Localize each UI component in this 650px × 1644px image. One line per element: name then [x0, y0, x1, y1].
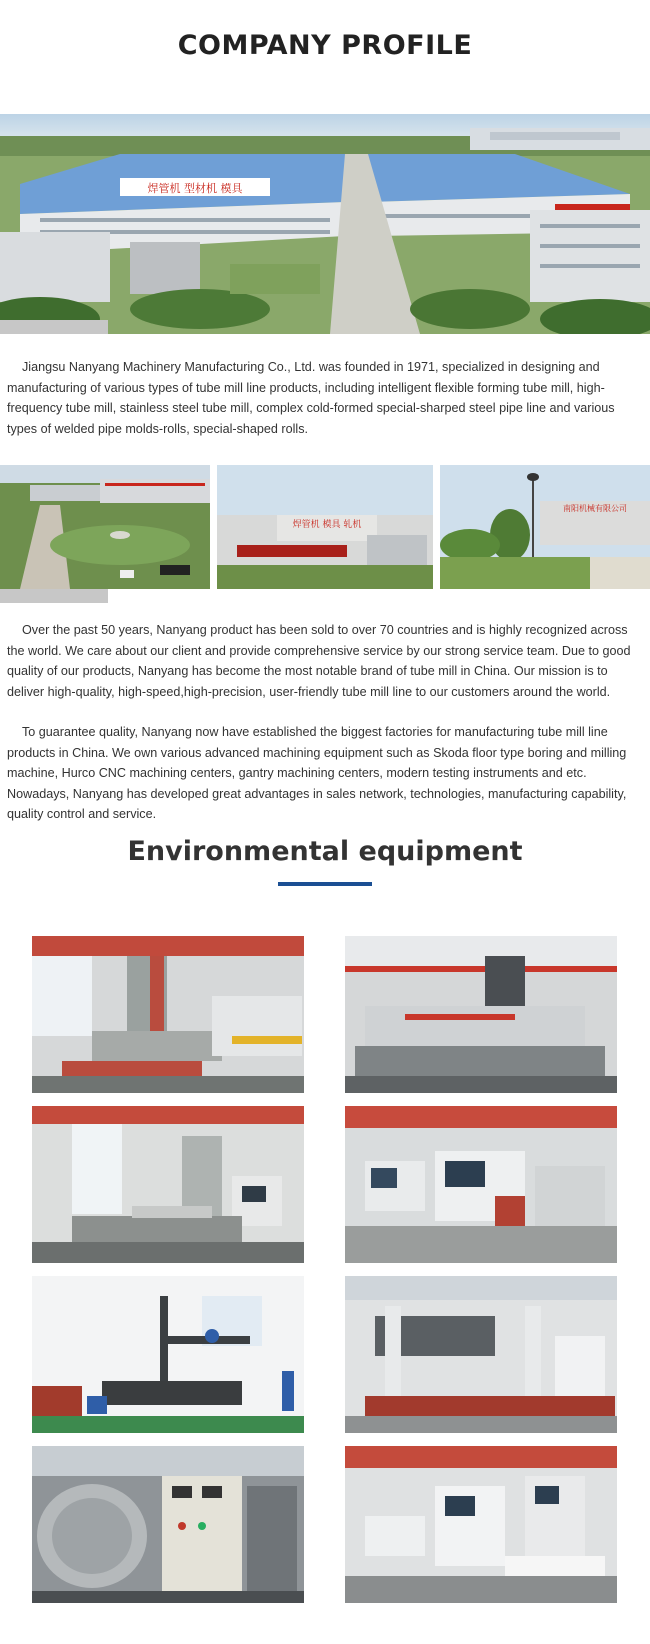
gantry-machining-center-photo — [345, 936, 617, 1093]
vacuum-furnace-photo — [32, 1446, 304, 1603]
section-divider-bar — [0, 589, 108, 603]
history-paragraph: Over the past 50 years, Nanyang product has been sold to over 70 countries and is highly recognized across the world. We care about our client and provide comprehensive service by our strong service team. Due to good quality of our products, Nanyang has become the most notable brand of tube mill in China. Our mission is to deliver high-quality, high-speed,high-precision, user-friendly tube mill line to our customers around the world. — [7, 623, 631, 699]
street-view-photo — [440, 465, 650, 589]
street-sign-text: 南阳机械有限公司 — [563, 504, 627, 513]
section-heading: Environmental equipment — [127, 836, 523, 867]
factory-sign-text: 焊管机 型材机 模具 — [147, 182, 243, 195]
office-sign-text: 焊管机 模具 轧机 — [292, 520, 362, 530]
factory-aerial-photo — [0, 114, 650, 334]
wire-edm-machines-photo — [345, 1446, 617, 1603]
large-gantry-mill-photo — [345, 1276, 617, 1433]
cnc-lathe-row-photo — [345, 1106, 617, 1263]
coordinate-measuring-machine-photo — [32, 1276, 304, 1433]
quality-paragraph: To guarantee quality, Nanyang now have established the biggest factories for manufacturing tube mill line products in China. We own various advanced machining equipment such as Skoda floor type boring and milling machine, Hurco CNC machining centers, gantry machining centers, modern testing instruments and etc. Nowadays, Nanyang has developed great advantages in sales network, technologies, manufacturing capability, quality control and service. — [7, 725, 627, 821]
boring-mill-workshop-photo — [32, 1106, 304, 1263]
intro-paragraph: Jiangsu Nanyang Machinery Manufacturing Co., Ltd. was founded in 1971, specialized in designing and manufacturing of various types of tube mill line products, including intelligent flexible forming tube mill, high-frequency tube mill, stainless steel tube mill, complex cold-formed special-sharped steel pipe line and various types of welded pipe molds-rolls, special-shaped rolls. — [7, 360, 615, 436]
section-divider-bar — [0, 320, 108, 334]
heading-underline — [278, 882, 372, 886]
floor-boring-machine-photo — [32, 936, 304, 1093]
campus-photo — [0, 465, 210, 589]
office-building-photo — [217, 465, 433, 589]
page-title: COMPANY PROFILE — [177, 30, 473, 61]
